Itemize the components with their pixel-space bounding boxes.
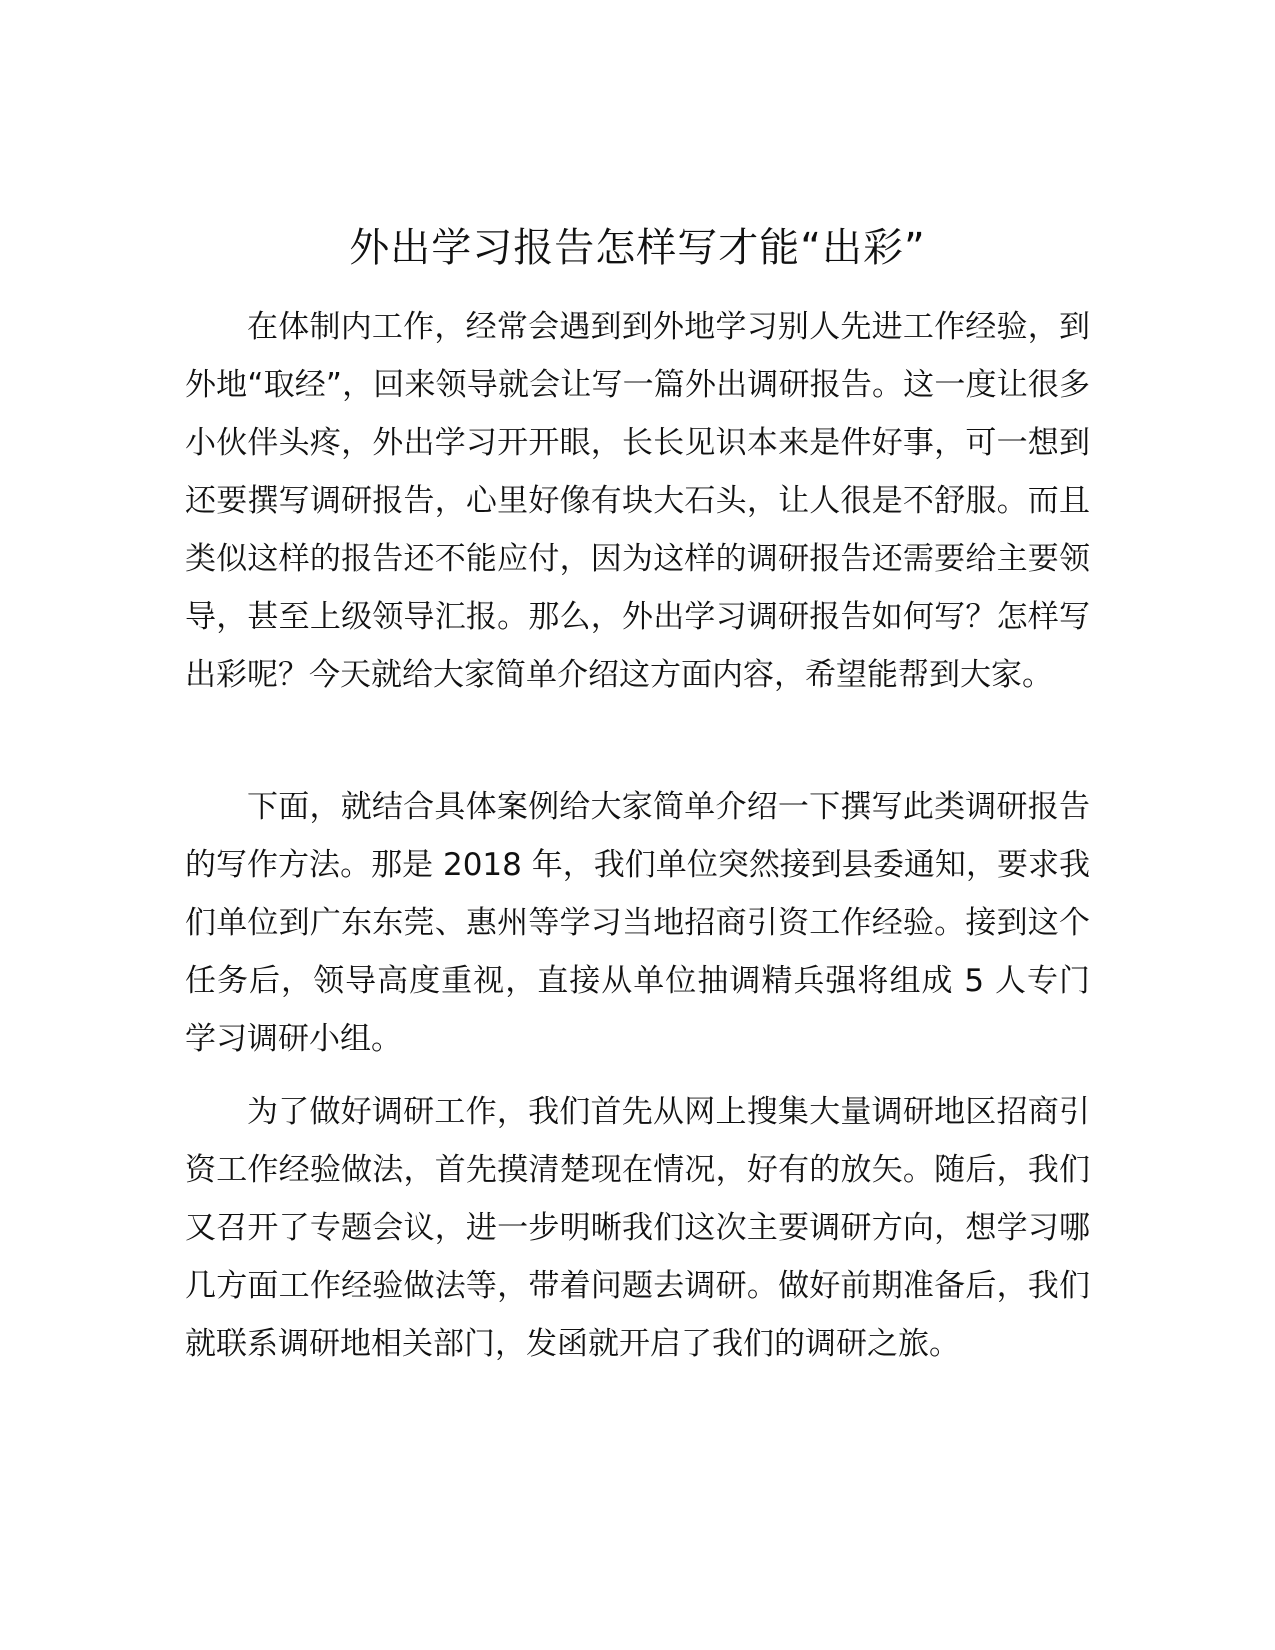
paragraph-1-block: [185, 298, 1090, 704]
paragraph-3-block: [185, 1083, 1090, 1373]
paragraph-2-block: [185, 778, 1090, 1068]
paragraph-2: 下面，就结合具体案例给大家简单介绍一下撰写此类调研报告的写作方法。那是 2018 年，我们单位突然接到县委通知，要求我们单位到广东东莞、惠州等学习当地招商引资工作经验。接到这个任务后，领导高度重视，直接从单位抽调精兵强将组成 5 人专门学习调研小组。: [185, 789, 1090, 1057]
paragraph-3: 为了做好调研工作，我们首先从网上搜集大量调研地区招商引资工作经验做法，首先摸清楚现在情况，好有的放矢。随后，我们又召开了专题会议，进一步明晰我们这次主要调研方向，想学习哪几方面工作经验做法等，带着问题去调研。做好前期准备后，我们就联系调研地相关部门，发函就开启了我们的调研之旅。: [185, 1094, 1090, 1362]
paragraph-1: 在体制内工作，经常会遇到到外地学习别人先进工作经验，到外地“取经”，回来领导就会让写一篇外出调研报告。这一度让很多小伙伴头疼，外出学习开开眼，长长见识本来是件好事，可一想到还要撰写调研报告，心里好像有块大石头，让人很是不舒服。而且类似这样的报告还不能应付，因为这样的调研报告还需要给主要领导，甚至上级领导汇报。那么，外出学习调研报告如何写？怎样写出彩呢？今天就给大家简单介绍这方面内容，希望能帮到大家。: [185, 309, 1090, 693]
document-title: 外出学习报告怎样写才能“出彩”: [349, 225, 926, 271]
